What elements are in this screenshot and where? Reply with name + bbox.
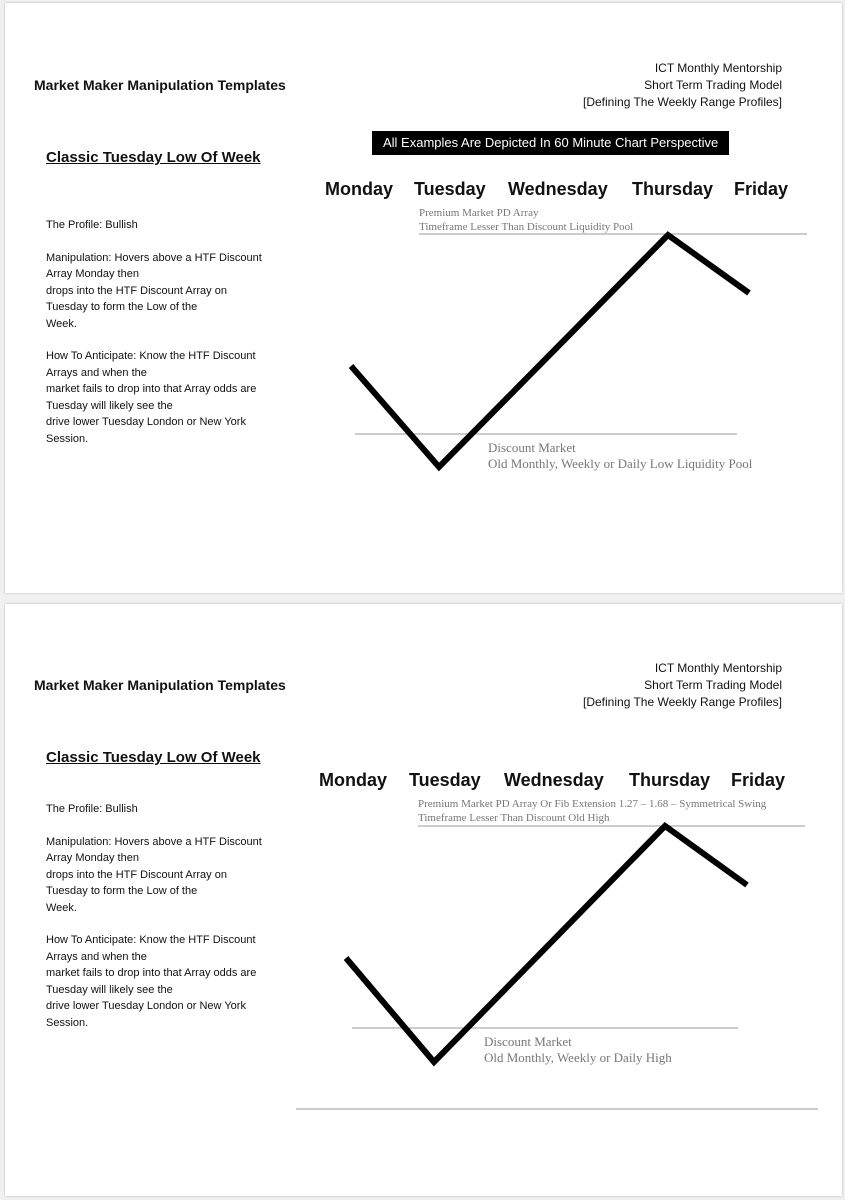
- day-label-thursday: Thursday: [632, 179, 714, 199]
- anticipate-line: market fails to drop into that Array odds are: [46, 383, 257, 395]
- premium-annotation-1: Premium Market PD Array Or Fib Extension 1.27 – 1.68 – Symmetrical Swing: [418, 798, 767, 810]
- day-label-monday: Monday: [319, 770, 388, 790]
- template-page-1: [5, 3, 842, 593]
- profile-text: The Profile: Bullish: [46, 803, 138, 815]
- profile-text: The Profile: Bullish: [46, 219, 138, 231]
- price-path-chart: [5, 604, 842, 1196]
- manipulation-line: Week.: [46, 901, 77, 914]
- day-label-monday: Monday: [325, 179, 394, 199]
- anticipate-line: Arrays and when the: [46, 950, 147, 963]
- section-title: Classic Tuesday Low Of Week: [46, 149, 261, 166]
- anticipate-line: Tuesday will likely see the: [46, 983, 173, 996]
- manipulation-line: drops into the HTF Discount Array on: [46, 284, 227, 297]
- anticipate-line: Arrays and when the: [46, 366, 147, 379]
- day-label-wednesday: Wednesday: [508, 179, 608, 199]
- manipulation-line: Week.: [46, 317, 77, 330]
- chart-perspective-banner: All Examples Are Depicted In 60 Minute Chart Perspective: [372, 131, 729, 155]
- document-title: Market Maker Manipulation Templates: [34, 77, 286, 93]
- weekly-price-path: [351, 235, 749, 467]
- discount-annotation-1: Discount Market: [484, 1034, 572, 1049]
- day-label-tuesday: Tuesday: [409, 770, 481, 790]
- day-label-tuesday: Tuesday: [414, 179, 486, 199]
- premium-annotation-2: Timeframe Lesser Than Discount Liquidity Pool: [419, 221, 634, 233]
- document-title: Market Maker Manipulation Templates: [34, 677, 286, 693]
- premium-annotation-2: Timeframe Lesser Than Discount Old High: [418, 812, 610, 824]
- header-mentorship: ICT Monthly Mentorship: [654, 61, 782, 75]
- discount-annotation-1: Discount Market: [488, 440, 576, 455]
- anticipate-line: How To Anticipate: Know the HTF Discount: [46, 934, 256, 946]
- anticipate-line: Session.: [46, 432, 89, 445]
- template-page-2: [5, 604, 842, 1196]
- day-label-thursday: Thursday: [629, 770, 711, 790]
- anticipate-line: Tuesday will likely see the: [46, 399, 173, 412]
- anticipate-line: drive lower Tuesday London or New York: [46, 416, 246, 428]
- manipulation-line: Tuesday to form the Low of the: [46, 301, 198, 313]
- discount-annotation-2: Old Monthly, Weekly or Daily Low Liquidity Pool: [488, 456, 753, 471]
- manipulation-line: Array Monday then: [46, 852, 139, 864]
- section-title: Classic Tuesday Low Of Week: [46, 749, 261, 766]
- header-profiles: [Defining The Weekly Range Profiles]: [583, 95, 782, 109]
- premium-annotation-1: Premium Market PD Array: [419, 207, 539, 219]
- price-path-chart: [5, 3, 842, 593]
- anticipate-line: How To Anticipate: Know the HTF Discount: [46, 350, 256, 362]
- header-model: Short Term Trading Model: [644, 78, 782, 92]
- day-label-wednesday: Wednesday: [504, 770, 604, 790]
- anticipate-line: drive lower Tuesday London or New York: [46, 1000, 246, 1012]
- header-mentorship: ICT Monthly Mentorship: [654, 661, 782, 675]
- anticipate-line: market fails to drop into that Array odds are: [46, 967, 257, 979]
- manipulation-line: Manipulation: Hovers above a HTF Discount: [46, 251, 262, 264]
- manipulation-line: Tuesday to form the Low of the: [46, 885, 198, 897]
- discount-annotation-2: Old Monthly, Weekly or Daily High: [484, 1050, 672, 1065]
- manipulation-line: Array Monday then: [46, 268, 139, 280]
- manipulation-line: Manipulation: Hovers above a HTF Discount: [46, 835, 262, 848]
- weekly-price-path: [346, 826, 747, 1062]
- header-profiles: [Defining The Weekly Range Profiles]: [583, 695, 782, 709]
- header-model: Short Term Trading Model: [644, 678, 782, 692]
- anticipate-line: Session.: [46, 1016, 89, 1029]
- manipulation-line: drops into the HTF Discount Array on: [46, 868, 227, 881]
- day-label-friday: Friday: [734, 179, 789, 199]
- day-label-friday: Friday: [731, 770, 786, 790]
